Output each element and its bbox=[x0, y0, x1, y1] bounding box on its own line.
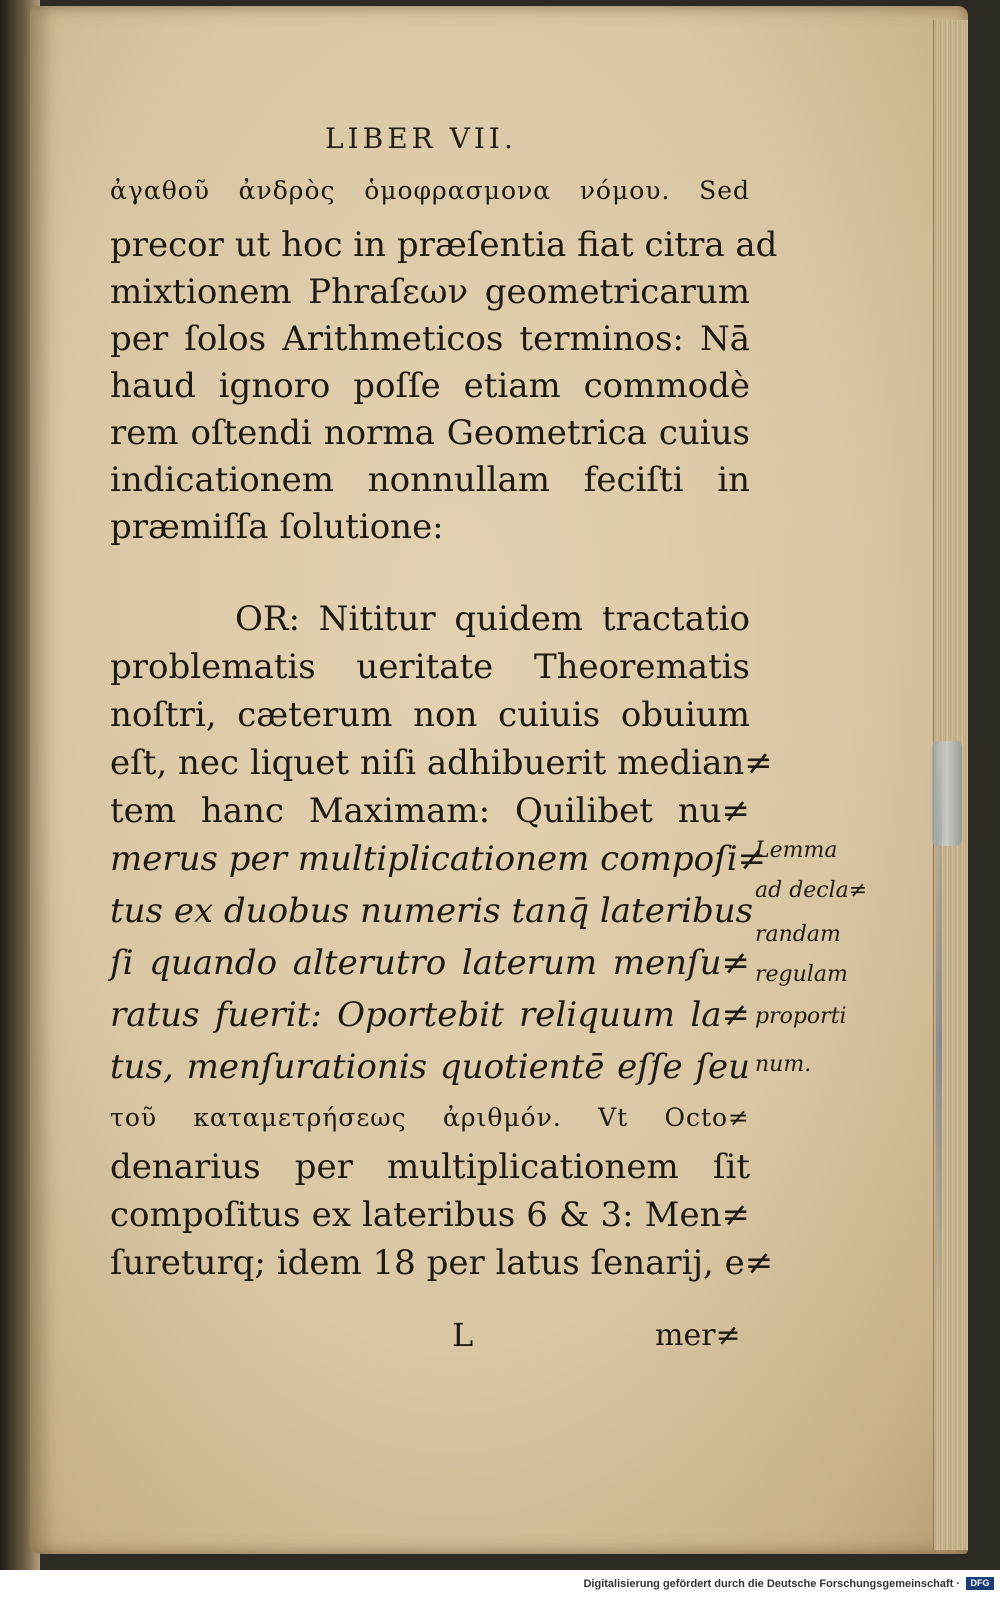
text-line: problematis ueritate Theorematis bbox=[110, 647, 750, 687]
dfg-logo: DFG bbox=[966, 1577, 994, 1590]
text-line: merus per multiplicationem compoſi≠ bbox=[110, 839, 767, 879]
margin-note-line: ad decla≠ bbox=[755, 878, 868, 903]
text-line: præmiſſa ſolutione: bbox=[110, 507, 444, 547]
footer-bar bbox=[0, 1570, 1000, 1597]
text-line: compoſitus ex lateribus 6 & 3: Men≠ bbox=[110, 1195, 750, 1235]
margin-note-line: regulam bbox=[755, 962, 848, 987]
text-line: ſureturq; idem 18 per latus ſenarij, e≠ bbox=[110, 1243, 774, 1283]
margin-note-line: Lemma bbox=[755, 838, 838, 863]
text-line: ratus fuerit: Oportebit reliquum la≠ bbox=[110, 995, 750, 1035]
text-line: precor ut hoc in præſentia fiat citra ad bbox=[110, 225, 778, 265]
text-line: indicationem nonnullam feciſti in bbox=[110, 460, 750, 500]
text-line: noſtri, cæterum non cuiuis obuium bbox=[110, 695, 750, 735]
margin-note-line: randam bbox=[755, 922, 841, 947]
text-line: mixtionem Phraſεων geometricarum bbox=[110, 272, 750, 312]
funding-credit: Digitalisierung gefördert durch die Deutsche Forschungsgemeinschaft · bbox=[583, 1578, 960, 1590]
text-line: haud ignoro poſſe etiam commodè bbox=[110, 366, 750, 406]
margin-note-line: num. bbox=[755, 1052, 812, 1077]
text-line: τοῦ καταμετρήσεως ἀριθμόν. Vt Octo≠ bbox=[110, 1103, 750, 1132]
edge-stain bbox=[936, 766, 942, 1326]
text-line: tus ex duobus numeris tanq̄ lateribus bbox=[110, 891, 754, 931]
running-head: LIBER VII. bbox=[325, 122, 517, 155]
text-line: rem oſtendi norma Geometrica cuius bbox=[110, 413, 750, 453]
text-line: eſt, nec liquet niſi adhibuerit median≠ bbox=[110, 743, 773, 783]
margin-note-line: proporti bbox=[755, 1004, 847, 1029]
text-line: denarius per multiplicationem ſit bbox=[110, 1147, 750, 1187]
text-line: tus, menſurationis quotientē eſſe ſeu bbox=[110, 1047, 750, 1087]
text-line: ἀγαθοῦ ἀνδρὸς ὁμοφρασμονα νόμου. Sed bbox=[110, 176, 750, 205]
text-line: tem hanc Maximam: Quilibet nu≠ bbox=[110, 791, 750, 831]
text-line: ſi quando alterutro laterum menſu≠ bbox=[110, 943, 750, 983]
text-line: OR: Nititur quidem tractatio bbox=[235, 599, 750, 639]
text-line: per ſolos Arithmeticos terminos: Nā bbox=[110, 319, 750, 359]
signature-mark: L bbox=[452, 1316, 474, 1354]
catchword: mer≠ bbox=[655, 1318, 741, 1353]
